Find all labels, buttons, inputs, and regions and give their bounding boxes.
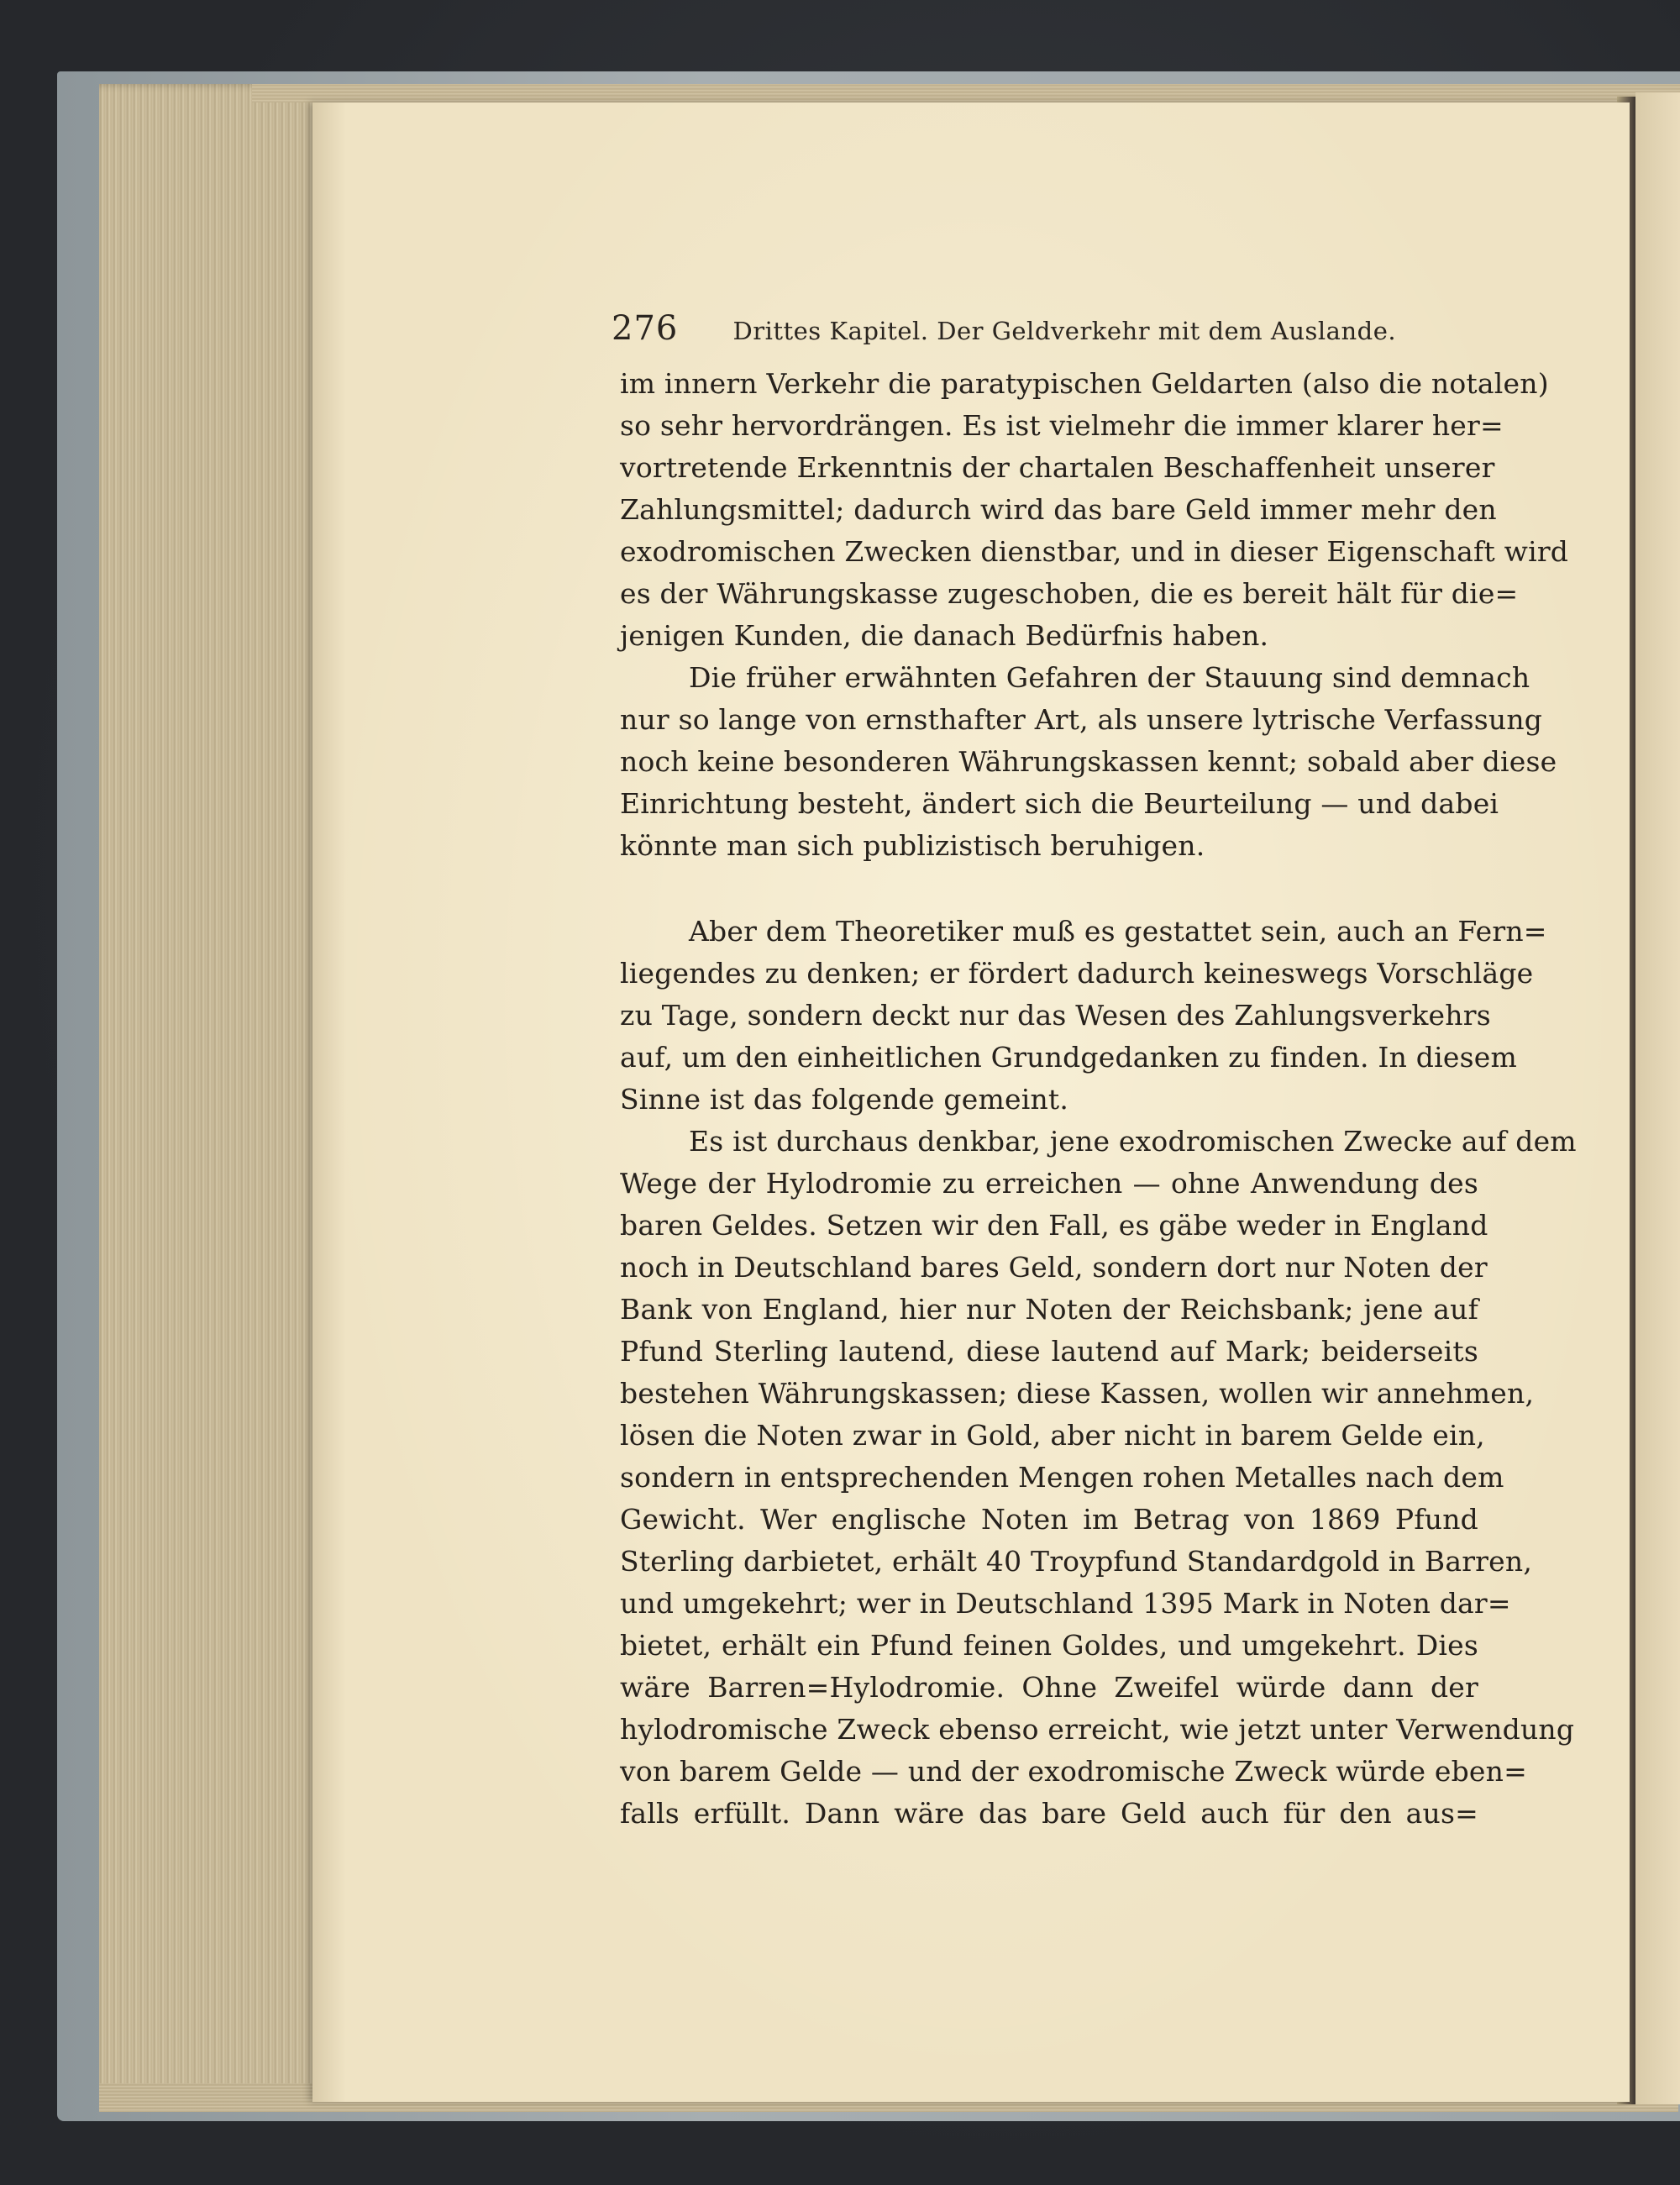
text-line: noch keine besonderen Währungskassen kennt; sobald aber diese bbox=[620, 745, 1557, 778]
text-line: hylodromische Zweck ebenso erreicht, wie jetzt unter Verwendung bbox=[620, 1713, 1575, 1746]
text-line: nur so lange von ernsthafter Art, als unsere lytrische Verfassung bbox=[620, 703, 1543, 736]
page-number: 276 bbox=[612, 309, 679, 348]
text-line: Wege der Hylodromie zu erreichen — ohne Anwendung des bbox=[620, 1167, 1478, 1200]
text-line: vortretende Erkenntnis der chartalen Beschaffenheit unserer bbox=[620, 451, 1495, 484]
text-line: Zahlungsmittel; dadurch wird das bare Geld immer mehr den bbox=[620, 493, 1497, 526]
text-line: im innern Verkehr die paratypischen Geldarten (also die notalen) bbox=[620, 367, 1549, 400]
text-line: wäre Barren=Hylodromie. Ohne Zweifel würde dann der bbox=[620, 1671, 1478, 1704]
page-edges-top bbox=[252, 84, 1680, 102]
text-line: Bank von England, hier nur Noten der Reichsbank; jene auf bbox=[620, 1293, 1478, 1326]
text-line: Die früher erwähnten Gefahren der Stauung sind demnach bbox=[689, 661, 1530, 694]
text-line: Gewicht. Wer englische Noten im Betrag von 1869 Pfund bbox=[620, 1503, 1478, 1536]
text-line: Aber dem Theoretiker muß es gestattet sein, auch an Fern= bbox=[689, 915, 1547, 948]
text-line: auf, um den einheitlichen Grundgedanken zu finden. In diesem bbox=[620, 1041, 1517, 1074]
body-text bbox=[620, 363, 1577, 1835]
text-line: zu Tage, sondern deckt nur das Wesen des Zahlungsverkehrs bbox=[620, 999, 1491, 1032]
text-line: Sterling darbietet, erhält 40 Troypfund Standardgold in Barren, bbox=[620, 1545, 1533, 1578]
running-head: Drittes Kapitel. Der Geldverkehr mit dem Auslande. bbox=[732, 317, 1397, 345]
text-line: Es ist durchaus denkbar, jene exodromischen Zwecke auf dem bbox=[689, 1125, 1577, 1158]
text-line: es der Währungskasse zugeschoben, die es bereit hält für die= bbox=[620, 577, 1519, 610]
text-line: Einrichtung besteht, ändert sich die Beurteilung — und dabei bbox=[620, 787, 1499, 820]
text-line: noch in Deutschland bares Geld, sondern dort nur Noten der bbox=[620, 1251, 1488, 1284]
page-header bbox=[612, 309, 1397, 353]
text-line: bietet, erhält ein Pfund feinen Goldes, und umgekehrt. Dies bbox=[620, 1629, 1478, 1662]
facing-page bbox=[1635, 92, 1680, 2104]
text-line: jenigen Kunden, die danach Bedürfnis haben. bbox=[620, 619, 1269, 652]
text-line: baren Geldes. Setzen wir den Fall, es gäbe weder in England bbox=[620, 1209, 1488, 1242]
text-line: bestehen Währungskassen; diese Kassen, wollen wir annehmen, bbox=[620, 1377, 1535, 1410]
text-line: von barem Gelde — und der exodromische Zweck würde eben= bbox=[620, 1755, 1527, 1788]
text-line: lösen die Noten zwar in Gold, aber nicht in barem Gelde ein, bbox=[620, 1419, 1485, 1452]
text-line: falls erfüllt. Dann wäre das bare Geld auch für den aus= bbox=[620, 1797, 1478, 1830]
section-break bbox=[620, 867, 1478, 911]
text-line: Sinne ist das folgende gemeint. bbox=[620, 1083, 1069, 1116]
text-line: liegendes zu denken; er fördert dadurch keineswegs Vorschläge bbox=[620, 957, 1534, 990]
text-line: sondern in entsprechenden Mengen rohen Metalles nach dem bbox=[620, 1461, 1504, 1494]
page-edges-left bbox=[99, 84, 326, 2109]
text-line: und umgekehrt; wer in Deutschland 1395 Mark in Noten dar= bbox=[620, 1587, 1511, 1620]
text-line: so sehr hervordrängen. Es ist vielmehr die immer klarer her= bbox=[620, 409, 1504, 442]
text-line: könnte man sich publizistisch beruhigen. bbox=[620, 829, 1205, 862]
text-line: exodromischen Zwecken dienstbar, und in dieser Eigenschaft wird bbox=[620, 535, 1569, 568]
text-line: Pfund Sterling lautend, diese lautend auf Mark; beiderseits bbox=[620, 1335, 1478, 1368]
